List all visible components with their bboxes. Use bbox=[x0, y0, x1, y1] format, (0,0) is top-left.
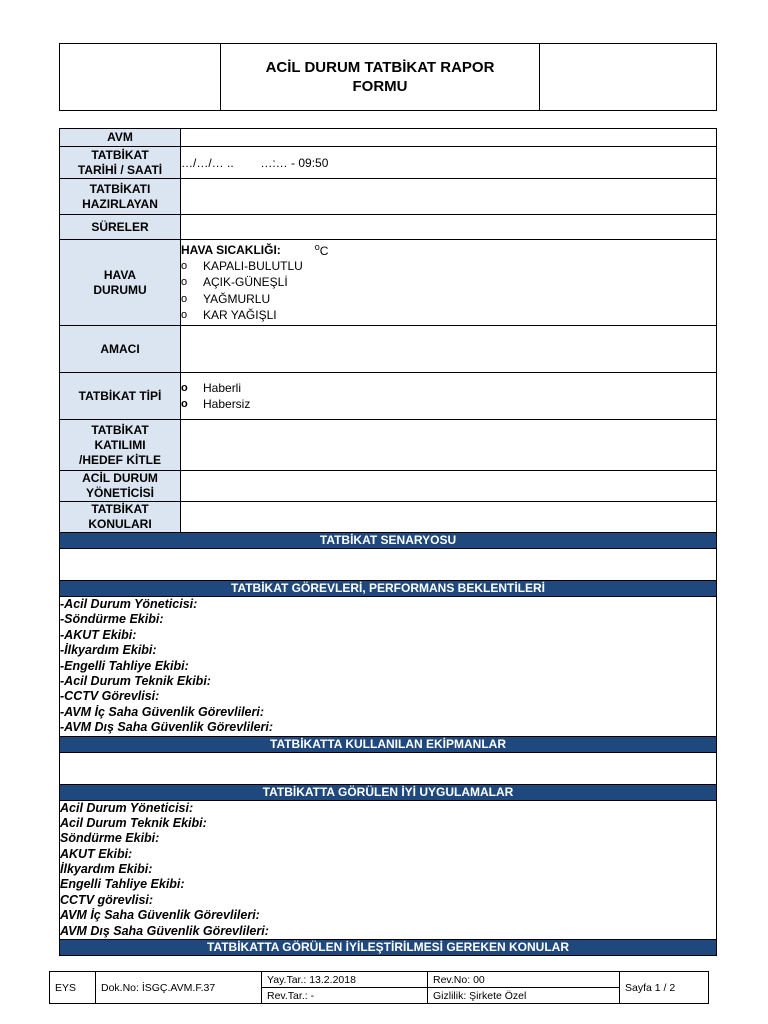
form-title-line1: ACİL DURUM TATBİKAT RAPOR bbox=[265, 59, 495, 76]
row-hazirlayan bbox=[60, 179, 717, 215]
document-footer bbox=[49, 971, 709, 1004]
label-yonetici bbox=[60, 471, 181, 502]
label-yonetici-line2: YÖNETİCİSİ bbox=[85, 486, 154, 500]
row-tarih bbox=[60, 147, 717, 179]
label-tarih bbox=[60, 147, 181, 179]
hava-option-label: KAPALI-BULUTLU bbox=[203, 258, 303, 273]
hava-option-label: YAĞMURLU bbox=[203, 291, 271, 306]
label-katilimi-line2: KATILIMI bbox=[94, 437, 146, 452]
bullet-icon: o bbox=[181, 381, 188, 394]
row-avm bbox=[60, 129, 717, 147]
label-tarih-line1: TATBİKAT bbox=[91, 147, 149, 162]
list-item: Söndürme Ekibi: bbox=[60, 831, 160, 846]
iyi-items bbox=[60, 800, 717, 940]
list-item: -AVM İç Saha Güvenlik Görevlileri: bbox=[60, 704, 264, 719]
bullet-icon: o bbox=[181, 276, 188, 289]
tipi-option[interactable] bbox=[181, 380, 716, 397]
label-hava-line2: DURUMU bbox=[93, 282, 147, 297]
bullet-icon: o bbox=[181, 259, 188, 272]
list-item: AVM İç Saha Güvenlik Görevlileri: bbox=[60, 908, 260, 923]
tarih-field[interactable]: …/…/… .. …:… - 09:50 bbox=[181, 147, 717, 179]
footer-gizlilik: Gizlilik: Şirkete Özel bbox=[428, 988, 620, 1004]
label-katilimi bbox=[60, 420, 181, 471]
form-title bbox=[221, 44, 540, 110]
section-senaryo bbox=[60, 533, 717, 549]
list-item: -Söndürme Ekibi: bbox=[60, 612, 164, 627]
ekipmanlar-area bbox=[60, 752, 717, 784]
list-item: Acil Durum Yöneticisi: bbox=[60, 800, 194, 815]
list-item: -Engelli Tahliye Ekibi: bbox=[60, 658, 189, 673]
label-konulari bbox=[60, 502, 181, 533]
tipi-option[interactable] bbox=[181, 396, 716, 413]
footer-sayfa: Sayfa 1 / 2 bbox=[620, 972, 709, 1004]
section-heading: TATBİKATTA GÖRÜLEN İYİ UYGULAMALAR bbox=[60, 784, 717, 800]
label-tipi: TATBİKAT TİPİ bbox=[60, 373, 181, 420]
label-hazirlayan bbox=[60, 179, 181, 215]
form-header bbox=[59, 43, 717, 111]
label-konulari-line1: TATBİKAT bbox=[91, 502, 149, 516]
list-item: -CCTV Görevlisi: bbox=[60, 689, 160, 704]
hava-option[interactable] bbox=[181, 274, 716, 291]
section-gorevler bbox=[60, 581, 717, 597]
label-yonetici-line1: ACİL DURUM bbox=[82, 471, 158, 485]
label-konulari-line2: KONULARI bbox=[88, 517, 152, 531]
label-katilimi-line1: TATBİKAT bbox=[91, 422, 149, 437]
form-title-line2: FORMU bbox=[352, 78, 408, 95]
row-konulari bbox=[60, 502, 717, 533]
amaci-field[interactable] bbox=[181, 326, 717, 373]
list-item: -Acil Durum Teknik Ekibi: bbox=[60, 673, 211, 688]
hava-option[interactable] bbox=[181, 307, 716, 324]
row-tipi bbox=[60, 373, 717, 420]
sureler-field[interactable] bbox=[181, 215, 717, 240]
footer-eys: EYS bbox=[50, 972, 96, 1004]
senaryo-field[interactable] bbox=[60, 549, 717, 581]
row-amaci bbox=[60, 326, 717, 373]
section-ekipmanlar bbox=[60, 736, 717, 752]
hazirlayan-field[interactable] bbox=[181, 179, 717, 215]
list-item: Engelli Tahliye Ekibi: bbox=[60, 877, 185, 892]
hava-option[interactable] bbox=[181, 291, 716, 308]
label-hava-line1: HAVA bbox=[103, 267, 137, 282]
bullet-icon: o bbox=[181, 292, 188, 305]
konulari-field[interactable] bbox=[181, 502, 717, 533]
header-right-cell bbox=[540, 44, 716, 110]
hava-sicaklik bbox=[181, 242, 716, 258]
avm-field[interactable] bbox=[181, 129, 717, 147]
degree-unit-letter: C bbox=[319, 243, 329, 258]
list-item: -Acil Durum Yöneticisi: bbox=[60, 597, 198, 611]
label-hazirlayan-line2: HAZIRLAYAN bbox=[82, 196, 158, 211]
section-heading: TATBİKATTA KULLANILAN EKİPMANLAR bbox=[60, 736, 717, 752]
row-sureler bbox=[60, 215, 717, 240]
tipi-field bbox=[181, 373, 717, 420]
label-hava bbox=[60, 240, 181, 326]
label-tarih-line2: TARİHİ / SAATİ bbox=[77, 162, 163, 177]
list-item: AVM Dış Saha Güvenlik Görevlileri: bbox=[60, 923, 269, 938]
tipi-option-label: Haberli bbox=[203, 380, 242, 395]
list-item: AKUT Ekibi: bbox=[60, 846, 133, 861]
iyi-list bbox=[60, 800, 717, 940]
hava-option-label: AÇIK-GÜNEŞLİ bbox=[203, 275, 288, 290]
section-heading: TATBİKATTA GÖRÜLEN İYİLEŞTİRİLMESİ GEREKEN KONULAR bbox=[60, 940, 717, 956]
gorevler-list bbox=[60, 597, 717, 737]
senaryo-area bbox=[60, 549, 717, 581]
section-iyi bbox=[60, 784, 717, 800]
list-item: -İlkyardım Ekibi: bbox=[60, 643, 157, 658]
hava-sicaklik-label: HAVA SICAKLIĞI: bbox=[181, 242, 281, 257]
section-heading: TATBİKAT SENARYOSU bbox=[60, 533, 717, 549]
label-sureler: SÜRELER bbox=[60, 215, 181, 240]
list-item: -AVM Dış Saha Güvenlik Görevlileri: bbox=[60, 720, 274, 735]
gorevler-items bbox=[60, 597, 717, 737]
row-katilimi bbox=[60, 420, 717, 471]
hava-option-label: KAR YAĞIŞLI bbox=[203, 308, 277, 323]
footer-dok-no: Dok.No: İSGÇ.AVM.F.37 bbox=[96, 972, 262, 1004]
footer-yay-tar: Yay.Tar.: 13.2.2018 bbox=[262, 972, 428, 988]
list-item: CCTV görevlisi: bbox=[60, 892, 154, 907]
tipi-option-label: Habersiz bbox=[203, 397, 251, 412]
footer-rev-tar: Rev.Tar.: - bbox=[262, 988, 428, 1004]
report-table bbox=[59, 128, 717, 956]
label-katilimi-line3: /HEDEF KİTLE bbox=[78, 452, 161, 467]
label-amaci: AMACI bbox=[60, 326, 181, 373]
label-hazirlayan-line1: TATBİKATI bbox=[89, 181, 151, 196]
list-item: -AKUT Ekibi: bbox=[60, 627, 137, 642]
hava-option[interactable] bbox=[181, 258, 716, 275]
bullet-icon: o bbox=[181, 398, 188, 411]
label-avm: AVM bbox=[60, 129, 181, 147]
list-item: Acil Durum Teknik Ekibi: bbox=[60, 815, 207, 830]
footer-rev-no: Rev.No: 00 bbox=[428, 972, 620, 988]
katilimi-field[interactable] bbox=[181, 420, 717, 471]
logo-cell bbox=[60, 44, 221, 110]
degree-unit[interactable] bbox=[315, 242, 329, 258]
row-yonetici bbox=[60, 471, 717, 502]
yonetici-field[interactable] bbox=[181, 471, 717, 502]
degree-symbol: o bbox=[314, 241, 320, 252]
hava-field bbox=[181, 240, 717, 326]
list-item: İlkyardım Ekibi: bbox=[60, 862, 153, 877]
section-heading: TATBİKAT GÖREVLERİ, PERFORMANS BEKLENTİLERİ bbox=[60, 581, 717, 597]
section-iyilestirme bbox=[60, 940, 717, 956]
row-hava bbox=[60, 240, 717, 326]
ekipmanlar-field[interactable] bbox=[60, 752, 717, 784]
bullet-icon: o bbox=[181, 309, 188, 322]
